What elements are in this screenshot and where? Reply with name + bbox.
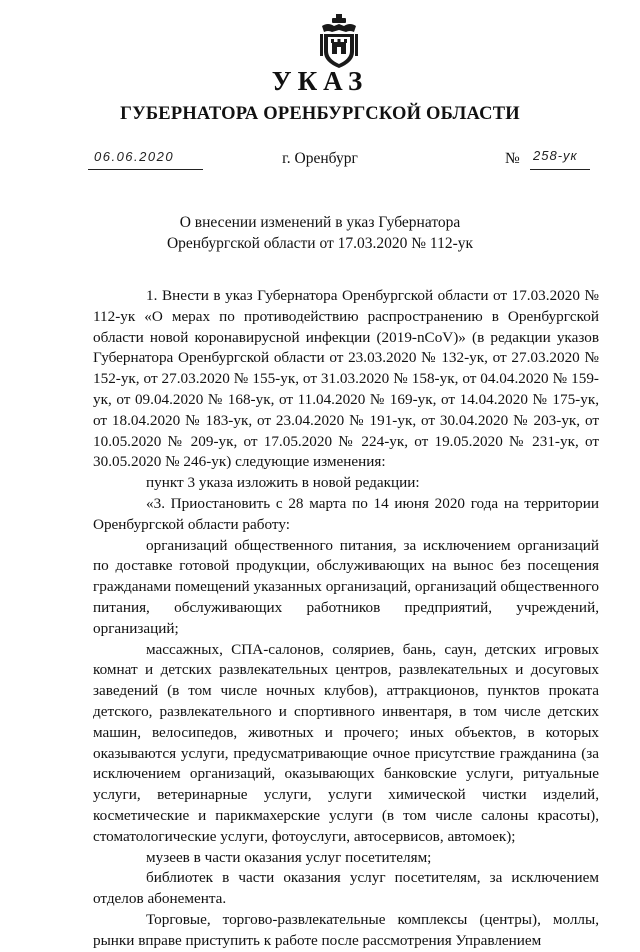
decree-city: г. Оренбург (282, 150, 358, 167)
decree-heading (0, 212, 640, 254)
heading-line: Оренбургской области от 17.03.2020 № 112-ук (166, 235, 474, 252)
coat-of-arms-emblem (316, 14, 362, 70)
document-title: УКАЗ (271, 66, 369, 96)
number-underline (530, 169, 590, 170)
paragraph-point-3: «3. Приостановить с 28 марта по 14 июня 2020 года на территории Оренбургской области работу: (93, 494, 599, 533)
decree-date: 06.06.2020 (94, 149, 175, 164)
paragraph-malls: Торговые, торгово-развлекательные комплексы (центры), моллы, рынки вправе приступить к работе после рассмотрения Управлением (93, 910, 599, 949)
number-sign: № (505, 150, 520, 167)
date-underline (88, 169, 203, 170)
paragraph-amend-point: пункт 3 указа изложить в новой редакции: (146, 474, 420, 492)
paragraph-services: массажных, СПА-салонов, соляриев, бань, саун, детских игровых комнат и детских развлекательных центров, развлекательных и досуговых заведений (в том числе ночных клубов), аттракционов, пунктов проката детского, развлекательного и спортивного инвентаря, в том числе детских машин, велосипедов, животных и прочего; иных объектов, в которых оказываются услуги, предусматривающие очное присутствие гражданина (за исключением организаций, оказывающих банковские услуги, ритуальные услуги, ветеринарные услуги, услуги химической чистки изделий, косметические и парикмахерские услуги (в том числе салоны красоты), стоматологические услуги, фотоуслуги, автосервисов, автомоек); (93, 640, 599, 845)
paragraph-museums: музеев в части оказания услуг посетителям; (146, 848, 432, 866)
decree-number: 258-ук (533, 148, 578, 163)
decree-body (93, 286, 599, 952)
paragraph-libraries: библиотек в части оказания услуг посетителям, за исключением отделов абонемента. (93, 869, 599, 908)
document-subtitle: ГУБЕРНАТОРА ОРЕНБУРГСКОЙ ОБЛАСТИ (120, 104, 520, 124)
heading-line: О внесении изменений в указ Губернатора (179, 214, 461, 231)
paragraph-item-1: 1. Внести в указ Губернатора Оренбургской области от 17.03.2020 № 112-ук «О мерах по противодействию распространению в Оренбургской области новой коронавирусной инфекции (2019-nCoV)» (в редакции указов Губернатора Оренбургской области от 23.03.2020 № 132-ук, от 27.03.2020 № 152-ук, от 27.03.2020 № 155-ук, от 31.03.2020 № 158-ук, от 04.04.2020 № 159-ук, от 09.04.2020 № 168-ук, от 11.04.2020 № 169-ук, от 14.04.2020 № 175-ук, от 18.04.2020 № 183-ук, от 23.04.2020 № 191-ук, от 30.04.2020 № 203-ук, от 10.05.2020 № 209-ук, от 17.05.2020 № 224-ук, от 19.05.2020 № 231-ук, от 30.05.2020 № 246-ук) следующие изменения: (93, 287, 599, 471)
paragraph-catering: организаций общественного питания, за исключением организаций по доставке готовой продукции, обслуживающих на вынос без посещения гражданами помещений указанных организаций, организаций общественного питания, обслуживающих работников предприятий, учреждений, организаций; (93, 536, 599, 637)
